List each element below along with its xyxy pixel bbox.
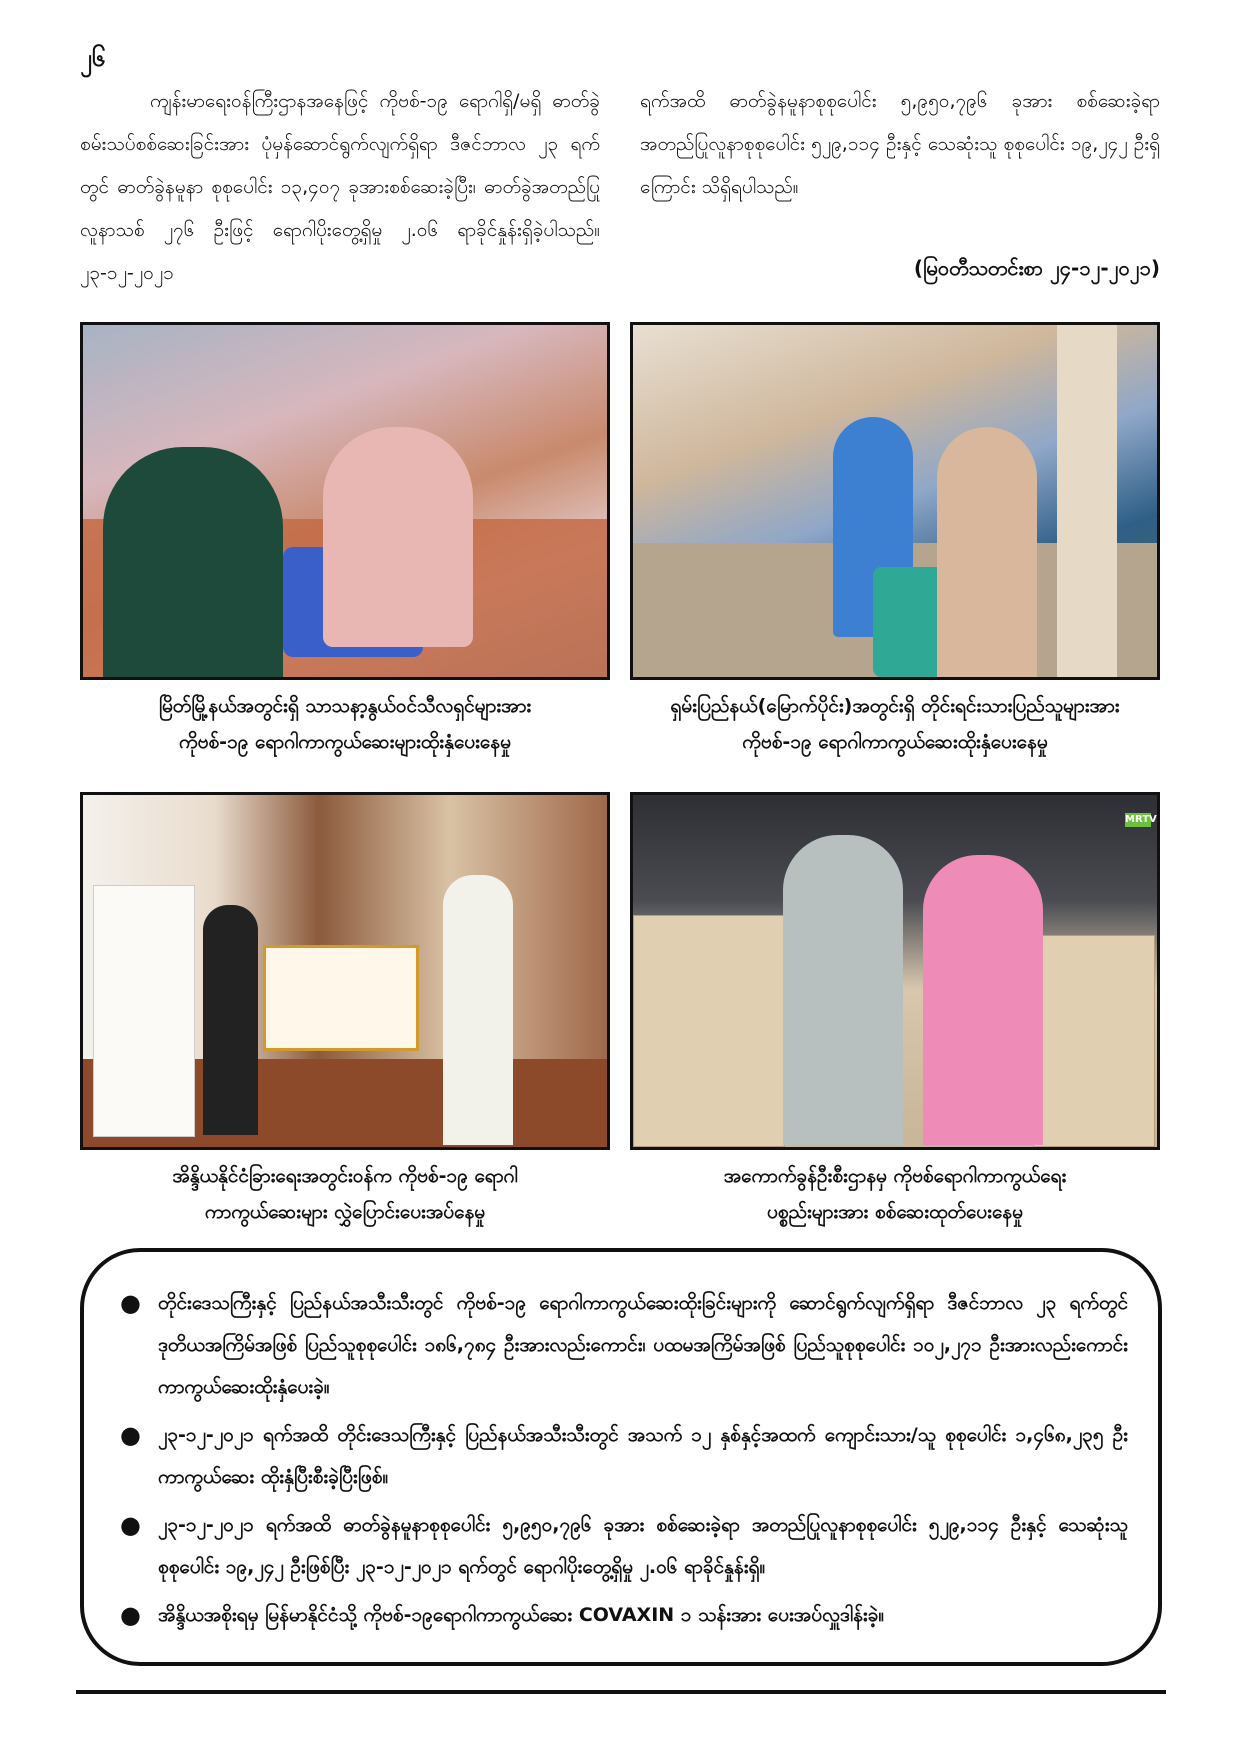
summary-item [114, 1504, 1128, 1588]
cargo-boxes [1033, 935, 1155, 1147]
photo-vaccine-handover [80, 792, 610, 1150]
worker-figure [923, 855, 1043, 1145]
summary-box [80, 1248, 1162, 1666]
caption-line: ပစ္စည်းများအား စစ်ဆေးထုတ်ပေးနေမှု [767, 1201, 1023, 1223]
bottom-rule [76, 1690, 1166, 1694]
page-number: ၂၆ [80, 44, 106, 72]
photo-caption-2 [630, 688, 1160, 760]
bullet-icon: ● [120, 1511, 141, 1539]
photo-nuns-vaccination [80, 322, 610, 680]
caption-line: အိန္ဒိယနိုင်ငံခြားရေးအတွင်းဝန်က ကိုဗစ်-၁၉ ရောဂါ [172, 1165, 518, 1187]
nun-figure [323, 427, 473, 647]
photo-caption-1 [80, 688, 610, 760]
official-figure [203, 905, 258, 1135]
photo-customs-inspection [630, 792, 1160, 1150]
cargo-boxes [633, 915, 785, 1147]
summary-list [114, 1282, 1128, 1636]
photo-shan-vaccination [630, 322, 1160, 680]
photo-caption-3 [80, 1158, 610, 1230]
standing-banner [93, 885, 195, 1137]
summary-text: ၂၃-၁၂-၂၀၂၁ ရက်အထိ တိုင်းဒေသကြီးနှင့် ပြည်နယ်အသီးသီးတွင် အသက် ၁၂ နှစ်နှင့်အထက် ကျောင်းသား/သူ စုစုပေါင်း ၁,၄၆၈,၂၃၅ ဦး ကာကွယ်ဆေး ထိုးနှံပြီးစီးခဲ့ပြီးဖြစ်။ [158, 1424, 1128, 1488]
article-left-column: ကျန်းမာရေးဝန်ကြီးဌာနအနေဖြင့် ကိုဗစ်-၁၉ ရောဂါရှိ/မရှိ ဓာတ်ခွဲစမ်းသပ်စစ်ဆေးခြင်းအား ပုံမှန်ဆောင်ရွက်လျက်ရှိရာ ဒီဇင်ဘာလ ၂၃ ရက်တွင် ဓာတ်ခွဲနမူနာ စုစုပေါင်း ၁၃,၄၀၇ ခုအားစစ်ဆေးခဲ့ပြီး၊ ဓာတ်ခွဲအတည်ပြုလူနာသစ် ၂၇၆ ဦးဖြင့် ရောဂါပိုးတွေ့ရှိမှု ၂.၀၆ ရာခိုင်နှုန်းရှိခဲ့ပါသည်။ ၂၃-၁၂-၂၀၂၁ [80, 90, 600, 284]
article-right-column: ရက်အထိ ဓာတ်ခွဲနမူနာစုစုပေါင်း ၅,၉၅၀,၇၉၆ ခုအား စစ်ဆေးခဲ့ရာ အတည်ပြုလူနာစုစုပေါင်း ၅၂၉,၁၁၄ ဦးနှင့် သေဆုံးသူ စုစုပေါင်း ၁၉,၂၄၂ ဦးရှိကြောင်း သိရှိရပါသည်။ [640, 90, 1160, 198]
summary-item [114, 1414, 1128, 1498]
bullet-icon: ● [120, 1421, 141, 1449]
person-figure [937, 427, 1037, 677]
article-source: (မြဝတီသတင်းစာ ၂၄-၁၂-၂၀၂၁) [913, 256, 1160, 280]
bullet-icon: ● [120, 1601, 141, 1629]
summary-text: တိုင်းဒေသကြီးနှင့် ပြည်နယ်အသီးသီးတွင် ကိုဗစ်-၁၉ ရောဂါကာကွယ်ဆေးထိုးခြင်းများကို ဆောင်ရွက်လျက်ရှိရာ ဒီဇင်ဘာလ ၂၃ ရက်တွင် ဒုတိယအကြိမ်အဖြစ် ပြည်သူစုစုပေါင်း ၁၈၆,၇၈၄ ဦးအားလည်းကောင်း၊ ပထမအကြိမ်အဖြစ် ပြည်သူစုစုပေါင်း ၁၀၂,၂၇၁ ဦးအားလည်းကောင်း ကာကွယ်ဆေးထိုးနှံပေးခဲ့။ [158, 1292, 1128, 1398]
pillar-shape [1057, 325, 1117, 677]
health-worker-figure [103, 447, 283, 677]
summary-item [114, 1594, 1128, 1636]
customs-officer-figure [783, 835, 903, 1145]
official-figure [443, 875, 513, 1145]
caption-line: အကောက်ခွန်ဦးစီးဌာနမှ ကိုဗစ်ရောဂါကာကွယ်ရေး [723, 1165, 1067, 1187]
caption-line: ကိုဗစ်-၁၉ ရောဂါကာကွယ်ဆေးများထိုးနှံပေးနေမှု [179, 731, 511, 753]
photo-caption-4 [630, 1158, 1160, 1230]
caption-line: ကိုဗစ်-၁၉ ရောဂါကာကွယ်ဆေးထိုးနှံပေးနေမှု [742, 731, 1048, 753]
broadcaster-logo: MRTV [1125, 814, 1157, 825]
caption-line: မြိတ်မြို့နယ်အတွင်းရှိ သာသနာ့နွယ်ဝင်သီလရှင်များအား [158, 695, 532, 717]
donation-board [263, 945, 419, 1051]
caption-line: ရှမ်းပြည်နယ်(မြောက်ပိုင်း)အတွင်းရှိ တိုင်းရင်းသားပြည်သူများအား [670, 695, 1120, 717]
caption-line: ကာကွယ်ဆေးများ လွှဲပြောင်းပေးအပ်နေမှု [204, 1201, 486, 1223]
bullet-icon: ● [120, 1289, 141, 1317]
summary-text: အိန္ဒိယအစိုးရမှ မြန်မာနိုင်ငံသို့ ကိုဗစ်-၁၉ရောဂါကာကွယ်ဆေး COVAXIN ၁ သန်းအား ပေးအပ်လှူဒါန်းခဲ့။ [158, 1604, 885, 1626]
summary-item [114, 1282, 1128, 1408]
summary-text: ၂၃-၁၂-၂၀၂၁ ရက်အထိ ဓာတ်ခွဲနမူနာစုစုပေါင်း ၅,၉၅၀,၇၉၆ ခုအား စစ်ဆေးခဲ့ရာ အတည်ပြုလူနာစုစုပေါင်း ၅၂၉,၁၁၄ ဦးနှင့် သေဆုံးသူစုစုပေါင်း ၁၉,၂၄၂ ဦးဖြစ်ပြီး ၂၃-၁၂-၂၀၂၁ ရက်တွင် ရောဂါပိုးတွေ့ရှိမှု ၂.၀၆ ရာခိုင်နှုန်းရှိ။ [158, 1514, 1128, 1578]
